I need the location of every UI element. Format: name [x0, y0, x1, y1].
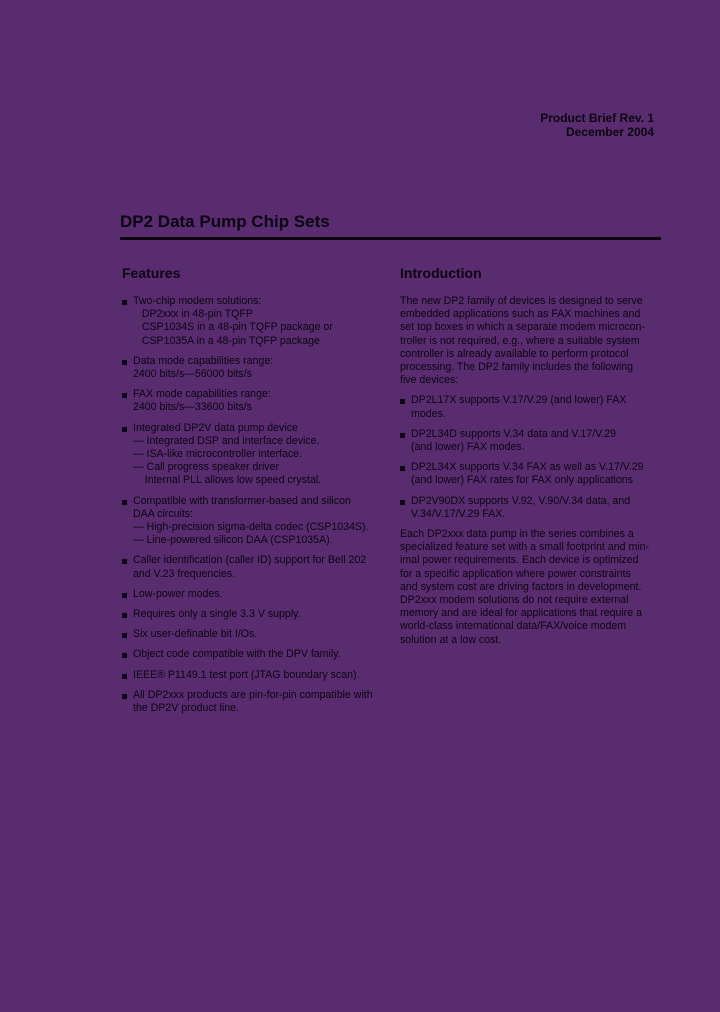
text-line: — Integrated DSP and interface device.	[133, 434, 320, 447]
text-line: modes.	[411, 407, 446, 420]
bullet-item	[122, 689, 392, 715]
text-line: — ISA-like microcontroller interface.	[133, 448, 302, 461]
text-line: (and lower) FAX modes.	[411, 441, 525, 454]
bullet-item	[122, 495, 392, 548]
text-line: Object code compatible with the DPV family.	[133, 648, 341, 661]
text-line: FAX mode capabilities range:	[133, 388, 271, 401]
bullet-item	[122, 295, 392, 348]
text-line: — Call progress speaker driver	[133, 461, 280, 474]
text-line: — High-precision sigma-delta codec (CSP1034S).	[133, 521, 369, 534]
text-line: imal power requirements. Each device is optimized	[400, 554, 639, 567]
bullet-icon	[122, 500, 127, 505]
text-line: set top boxes in which a separate modem microcon-	[400, 321, 645, 334]
text-line: DP2xxx modem solutions do not require external	[400, 594, 629, 607]
text-line: Each DP2xxx data pump in the series combines a	[400, 528, 634, 541]
text-line: Compatible with transformer-based and silicon	[133, 494, 351, 507]
bullet-icon	[122, 633, 127, 638]
features-heading: Features	[122, 265, 181, 281]
bullet-item	[122, 628, 392, 641]
text-line: Low-power modes.	[133, 587, 223, 600]
paragraph	[400, 528, 670, 647]
bullet-icon	[122, 694, 127, 699]
text-line: The new DP2 family of devices is designed to serve	[400, 295, 643, 307]
text-line: and V.23 frequencies.	[133, 567, 236, 580]
bullet-item	[400, 394, 670, 420]
bullet-icon	[122, 393, 127, 398]
text-line: the DP2V product line.	[133, 702, 239, 715]
bullet-item	[122, 588, 392, 601]
paragraph	[400, 295, 670, 387]
text-line: and system cost are driving factors in development.	[400, 580, 642, 593]
bullet-icon	[400, 433, 405, 438]
text-line: solution at a low cost.	[400, 633, 502, 646]
text-line: DAA circuits:	[133, 507, 194, 520]
bullet-icon	[400, 500, 405, 505]
text-line: (and lower) FAX rates for FAX only applications	[411, 474, 633, 487]
bullet-icon	[122, 300, 127, 305]
text-line: DP2L34D supports V.34 data and V.17/V.29	[411, 427, 616, 440]
page-title: DP2 Data Pump Chip Sets	[120, 212, 330, 231]
text-line: five devices:	[400, 374, 459, 387]
features-list	[122, 295, 392, 722]
text-line: Data mode capabilities range:	[133, 354, 274, 367]
text-line: Six user-definable bit I/Os.	[133, 628, 258, 641]
text-line: Two-chip modem solutions:	[133, 295, 262, 307]
bullet-icon	[400, 399, 405, 404]
text-line: processing. The DP2 family includes the following	[400, 361, 633, 374]
bullet-item	[122, 608, 392, 621]
bullet-icon	[122, 360, 127, 365]
text-line: specialized feature set with a small footprint and min-	[400, 541, 650, 554]
text-line: CSP1035A in a 48-pin TQFP package	[133, 334, 320, 347]
bullet-icon	[122, 559, 127, 564]
text-line: Integrated DP2V data pump device	[133, 421, 298, 434]
text-line: troller is not required, e.g., where a suitable system	[400, 334, 640, 347]
bullet-icon	[122, 613, 127, 618]
text-line: Internal PLL allows low speed crystal.	[133, 474, 322, 487]
bullet-icon	[122, 674, 127, 679]
bullet-icon	[400, 466, 405, 471]
text-line: controller is already available to perform protocol	[400, 347, 629, 360]
bullet-item	[122, 355, 392, 381]
device-list	[400, 394, 670, 521]
bullet-item	[400, 495, 670, 521]
text-line: 2400 bits/s—33600 bits/s	[133, 401, 252, 414]
text-line: DP2xxx in 48-pin TQFP	[133, 308, 253, 321]
bullet-item	[400, 461, 670, 487]
text-line: DP2L34X supports V.34 FAX as well as V.17/V.29	[411, 461, 644, 474]
introduction-heading: Introduction	[400, 265, 482, 281]
bullet-icon	[122, 653, 127, 658]
text-line: world-class international data/FAX/voice modem	[400, 620, 627, 633]
bullet-icon	[122, 427, 127, 432]
bullet-item	[122, 669, 392, 682]
bullet-item	[122, 648, 392, 661]
text-line: All DP2xxx products are pin-for-pin compatible with	[133, 688, 373, 701]
text-line: IEEE® P1149.1 test port (JTAG boundary scan).	[133, 668, 360, 681]
title-rule	[120, 237, 661, 240]
doc-date: December 2004	[565, 125, 654, 139]
doc-revision: Product Brief Rev. 1	[540, 111, 654, 125]
bullet-item	[400, 428, 670, 454]
bullet-item	[122, 554, 392, 580]
bullet-item	[122, 422, 392, 488]
bullet-item	[122, 388, 392, 414]
text-line: 2400 bits/s—56000 bits/s	[133, 368, 252, 381]
text-line: DP2L17X supports V.17/V.29 (and lower) FAX	[411, 394, 627, 407]
text-line: V.34/V.17/V.29 FAX.	[411, 507, 506, 520]
text-line: DP2V90DX supports V.92, V.90/V.34 data, and	[411, 494, 631, 507]
bullet-icon	[122, 593, 127, 598]
text-line: embedded applications such as FAX machines and	[400, 308, 641, 321]
text-line: CSP1034S in a 48-pin TQFP package or	[133, 321, 333, 334]
text-line: Caller identification (caller ID) support for Bell 202	[133, 554, 367, 567]
text-line: memory and are ideal for applications that require a	[400, 607, 643, 620]
text-line: Requires only a single 3.3 V supply.	[133, 608, 301, 621]
text-line: — Line-powered silicon DAA (CSP1035A).	[133, 534, 333, 547]
introduction-body	[400, 295, 670, 654]
text-line: for a specific application where power constraints	[400, 567, 631, 580]
